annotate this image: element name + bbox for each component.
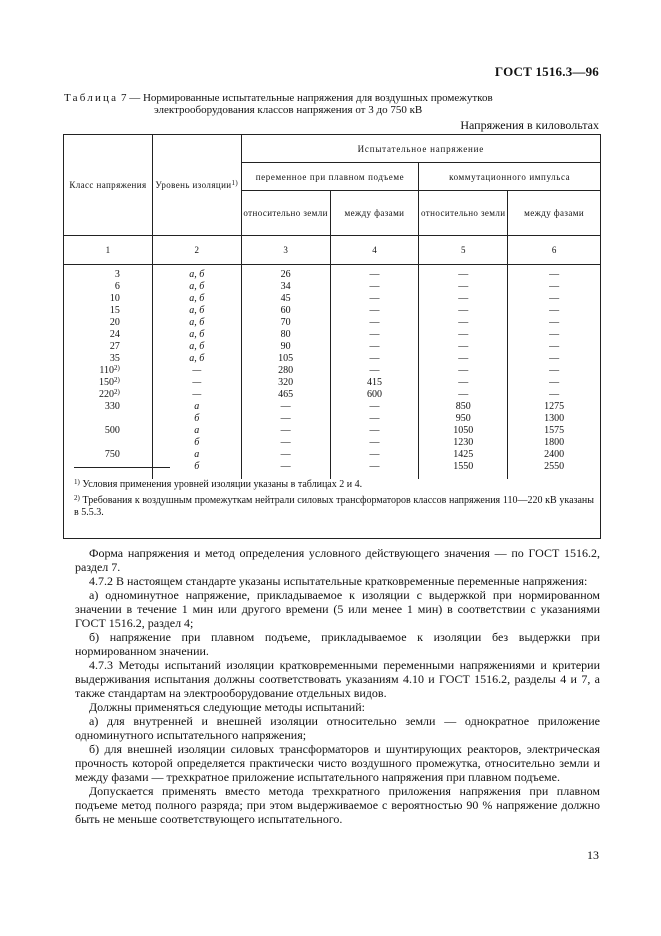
table-cell: — (369, 281, 380, 292)
table-cell: а, б (189, 329, 205, 340)
column-number: 4 (330, 236, 419, 265)
header-test-voltage: Испытательное напряжение (241, 135, 600, 163)
table-cell: — (369, 413, 380, 424)
paragraph: а) для внутренней и внешней изоляции относительно земли — однократное приложение одноминутного испытательного напряжения; (75, 714, 600, 742)
table-cell: — (458, 341, 469, 352)
table-cell: 24 (109, 329, 120, 340)
table-cell: — (549, 353, 560, 364)
table-cell: 3 (114, 269, 120, 280)
table-cell: — (549, 341, 560, 352)
table-cell: — (458, 353, 469, 364)
table-cell: — (369, 353, 380, 364)
column-number: 5 (419, 236, 508, 265)
table-cell: 1550 (453, 461, 474, 472)
page-number: 13 (587, 848, 599, 862)
table-cell: — (369, 329, 380, 340)
table-cell: 6 (114, 281, 120, 292)
table-cell: 35 (109, 353, 120, 364)
table-cell: — (549, 389, 560, 400)
table-cell: — (549, 305, 560, 316)
table-cell: — (549, 293, 560, 304)
table-cell: — (369, 437, 380, 448)
table-cell: — (192, 365, 202, 376)
table-cell: б (194, 413, 200, 424)
table-cell: — (369, 293, 380, 304)
table-cell: — (369, 317, 380, 328)
table-cell: — (458, 389, 469, 400)
table-cell: а (194, 401, 200, 412)
header-ac-earth: относительно земли (241, 191, 330, 236)
column-number: 1 (64, 236, 153, 265)
table-cell (64, 413, 152, 425)
units-note: Напряжения в киловольтах (460, 118, 599, 132)
table-cell: — (280, 461, 291, 472)
table-cell: 105 (278, 353, 294, 364)
table-cell: 26 (280, 269, 291, 280)
column-sw-phase (508, 265, 601, 480)
caption-line2: электрооборудования классов напряжения от 3 до 750 кВ (154, 104, 423, 116)
body-text (75, 546, 600, 826)
table-cell: а, б (189, 317, 205, 328)
column-number: 6 (508, 236, 601, 265)
paragraph: а) одноминутное напряжение, прикладываемое к изоляции с выдержкой при нормированном значении в течение 1 мин или другого времени (5 или менее 1 мин) в соответствии с указаниями ГОСТ 1516.2, раздел 4; (75, 588, 600, 630)
table-cell: 1425 (453, 449, 474, 460)
table-cell: а, б (189, 281, 205, 292)
column-ac-phase (330, 265, 419, 480)
table-cell: — (280, 401, 291, 412)
table-cell: 150$^{2)}$ (99, 376, 120, 388)
table-cell: 280 (278, 365, 294, 376)
table-cell: — (192, 389, 202, 400)
table-cell: — (549, 329, 560, 340)
table-cell (64, 437, 152, 449)
column-ac-earth (241, 265, 330, 480)
column-class (64, 265, 153, 480)
table-cell: 600 (366, 389, 382, 400)
table-cell: 330 (104, 401, 120, 412)
table-cell: — (549, 317, 560, 328)
paragraph: Должны применяться следующие методы испытаний: (89, 700, 365, 714)
column-number: 3 (241, 236, 330, 265)
paragraph: Допускается применять вместо метода трехкратного приложения напряжения при плавном подъеме метод полного разряда; при этом выдерживаемое с вероятностью 90 % напряжение должно быть не меньше соответствующего испытательного. (75, 784, 600, 826)
table-cell: 1050 (453, 425, 474, 436)
table-cell: — (549, 281, 560, 292)
table-cell: — (280, 413, 291, 424)
table-cell: б (194, 437, 200, 448)
table-cell: 320 (278, 377, 294, 388)
table-cell: 850 (455, 401, 471, 412)
table-cell: — (549, 269, 560, 280)
paragraph: 4.7.2 В настоящем стандарте указаны испытательные кратковременные переменные напряжения: (89, 574, 588, 588)
footnote-2: $^{2)}$ Требования к воздушным промежуткам нейтрали силовых трансформаторов классов напряжения 110—220 кВ указаны в 5.5.3. (74, 494, 594, 518)
table-cell: — (280, 437, 291, 448)
table-cell: 500 (104, 425, 120, 436)
table-cell: а (194, 425, 200, 436)
table-cell: — (458, 293, 469, 304)
table-cell: 1300 (544, 413, 565, 424)
table-cell: 110$^{2)}$ (99, 364, 120, 376)
footnote-1: $^{1)}$ Условия применения уровней изоляции указаны в таблицах 2 и 4. (74, 478, 363, 490)
table-cell: 1800 (544, 437, 565, 448)
table-cell: а, б (189, 341, 205, 352)
table-cell: — (549, 377, 560, 388)
table-cell: 2400 (544, 449, 565, 460)
table-cell: 34 (280, 281, 291, 292)
table-cell: 80 (280, 329, 291, 340)
column-sw-earth (419, 265, 508, 480)
table-cell: — (369, 401, 380, 412)
table-cell: б (194, 461, 200, 472)
table-cell: а, б (189, 353, 205, 364)
table-cell: 1575 (544, 425, 565, 436)
voltage-table (63, 134, 601, 479)
table-cell: — (369, 269, 380, 280)
table-cell: 15 (109, 305, 120, 316)
table-cell: — (458, 281, 469, 292)
header-ac-phase: между фазами (330, 191, 419, 236)
table-cell: — (280, 449, 291, 460)
table-body-row (64, 265, 601, 480)
table-cell: 465 (278, 389, 294, 400)
table-cell: — (458, 329, 469, 340)
table-cell: 2550 (544, 461, 565, 472)
table-cell: — (369, 461, 380, 472)
table-cell: а (194, 449, 200, 460)
column-number-row (64, 236, 601, 265)
table-cell: 27 (109, 341, 120, 352)
table-cell: а, б (189, 293, 205, 304)
table-cell: 10 (109, 293, 120, 304)
header-sw-earth: относительно земли (419, 191, 508, 236)
table-cell: 1275 (544, 401, 565, 412)
table-cell: 750 (104, 449, 120, 460)
header-switching: коммутационного импульса (419, 163, 601, 191)
table-cell: — (549, 365, 560, 376)
table-cell: 45 (280, 293, 291, 304)
caption-line1: 7 — Нормированные испытательные напряжения для воздушных промежутков (118, 92, 493, 104)
table-cell: — (458, 305, 469, 316)
table-cell: 415 (366, 377, 382, 388)
paragraph: б) для внешней изоляции силовых трансформаторов и шунтирующих реакторов, электрическая прочность которой определяется практически чисто воздушного промежутка, относительно земли и между фазами — трехкратное приложение испытательного напряжения при плавном подъеме. (75, 742, 600, 784)
header-ac: переменное при плавном подъеме (241, 163, 419, 191)
paragraph: б) напряжение при плавном подъеме, прикладываемое к изоляции без выдержки при нормированном значении. (75, 630, 600, 658)
table-cell: — (458, 377, 469, 388)
table-cell: 950 (455, 413, 471, 424)
table-cell: а, б (189, 305, 205, 316)
table-cell: — (369, 449, 380, 460)
table-cell: — (458, 269, 469, 280)
table-cell: — (369, 341, 380, 352)
header-class: Класс напряжения (64, 135, 153, 236)
document-header: ГОСТ 1516.3—96 (494, 64, 599, 79)
footnote-rule (74, 467, 170, 468)
table-cell: — (369, 365, 380, 376)
table-cell: 90 (280, 341, 291, 352)
table-cell: 220$^{2)}$ (99, 388, 120, 400)
table-cell: 20 (109, 317, 120, 328)
header-sw-phase: между фазами (508, 191, 601, 236)
paragraph: 4.7.3 Методы испытаний изоляции кратковременными переменными напряжениями и критерии выдерживания испытания должны соответствовать указаниям 4.10 и ГОСТ 1516.2, разделы 4 и 7, а также стандартам на электрооборудование отдельных видов. (75, 658, 600, 700)
column-level (152, 265, 241, 480)
table-caption (64, 92, 604, 116)
paragraph: Форма напряжения и метод определения условного действующего значения — по ГОСТ 1516.2, раздел 7. (75, 546, 600, 574)
caption-label: Таблица (64, 92, 119, 104)
table-cell: 60 (280, 305, 291, 316)
column-number: 2 (152, 236, 241, 265)
table-cell: — (192, 377, 202, 388)
table-cell: — (458, 365, 469, 376)
table-cell: — (369, 305, 380, 316)
table-cell: — (369, 425, 380, 436)
table-cell: 70 (280, 317, 291, 328)
table-cell: 1230 (453, 437, 474, 448)
table-cell: — (458, 317, 469, 328)
footnotes-box (63, 458, 601, 539)
table-cell: а, б (189, 269, 205, 280)
header-level: Уровень изоляции$^{1)}$ (152, 135, 241, 236)
table-cell: — (280, 425, 291, 436)
